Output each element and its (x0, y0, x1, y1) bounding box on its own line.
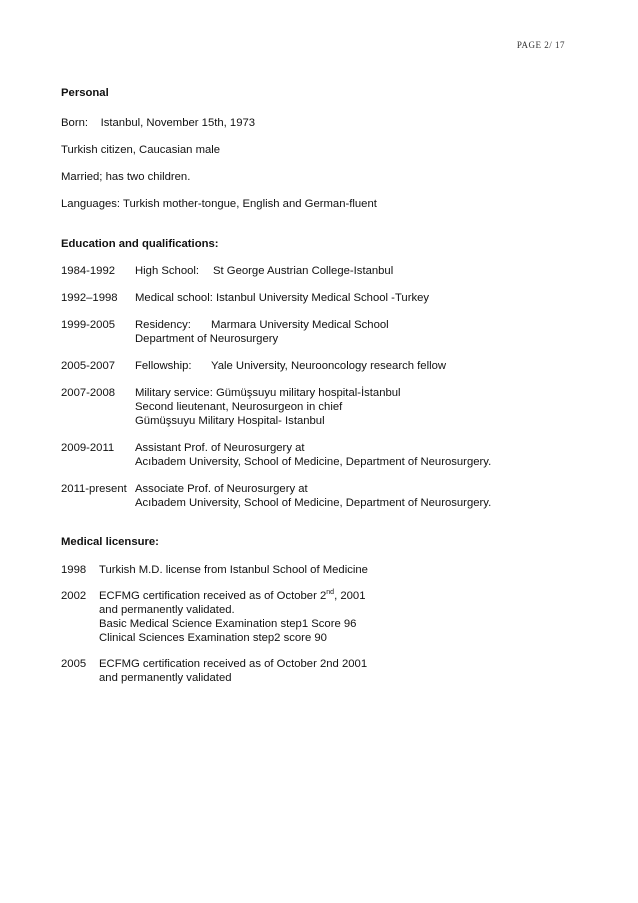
licensure-text: ECFMG certification received as of October 2nd 2001 (99, 658, 368, 670)
education-text: St George Austrian College-Istanbul (213, 265, 394, 277)
education-text: Military service: Gümüşsuyu military hospital-İstanbul (135, 387, 401, 399)
languages-line: Languages: Turkish mother-tongue, English and German-fluent (61, 198, 377, 210)
education-label: Fellowship: (135, 360, 192, 372)
education-date: 2011-present (61, 483, 127, 495)
licensure-text: Turkish M.D. license from Istanbul School of Medicine (99, 564, 368, 576)
licensure-year: 1998 (61, 564, 87, 576)
education-date: 1999-2005 (61, 319, 116, 331)
education-text: Acıbadem University, School of Medicine, Department of Neurosurgery. (135, 456, 492, 468)
licensure-heading: Medical licensure: (61, 536, 159, 548)
licensure-text: and permanently validated (99, 672, 232, 684)
born-line (61, 116, 255, 130)
education-label: Residency: (135, 319, 191, 331)
education-text: Assistant Prof. of Neurosurgery at (135, 442, 305, 454)
education-text: Department of Neurosurgery (135, 333, 279, 345)
education-text: Medical school: Istanbul University Medical School -Turkey (135, 292, 430, 304)
education-date: 1992–1998 (61, 292, 118, 304)
licensure-text: ECFMG certification received as of October 2nd, 2001 (99, 589, 366, 602)
licensure-text: Clinical Sciences Examination step2 score 90 (99, 632, 327, 644)
education-heading: Education and qualifications: (61, 238, 219, 250)
education-date: 2007-2008 (61, 387, 116, 399)
born-label: Born: (61, 117, 89, 129)
education-text: Marmara University Medical School (211, 319, 389, 331)
licensure-text: and permanently validated. (99, 604, 235, 616)
education-text: Acıbadem University, School of Medicine, Department of Neurosurgery. (135, 497, 492, 509)
personal-heading: Personal (61, 87, 109, 99)
licensure-text: Basic Medical Science Examination step1 Score 96 (99, 618, 357, 630)
education-label: High School: (135, 265, 200, 277)
education-text: Associate Prof. of Neurosurgery at (135, 483, 308, 495)
education-date: 1984-1992 (61, 265, 116, 277)
marital-line: Married; has two children. (61, 171, 191, 183)
licensure-year: 2002 (61, 590, 87, 602)
education-text: Gümüşsuyu Military Hospital- Istanbul (135, 415, 325, 427)
born-value: Istanbul, November 15th, 1973 (100, 117, 256, 129)
citizenship-line: Turkish citizen, Caucasian male (61, 144, 221, 156)
education-date: 2009-2011 (61, 442, 115, 454)
licensure-year: 2005 (61, 658, 87, 670)
education-date: 2005-2007 (61, 360, 116, 372)
page-number: PAGE 2/ 17 (516, 40, 565, 50)
education-text: Yale University, Neurooncology research fellow (211, 360, 447, 372)
education-text: Second lieutenant, Neurosurgeon in chief (135, 401, 343, 413)
